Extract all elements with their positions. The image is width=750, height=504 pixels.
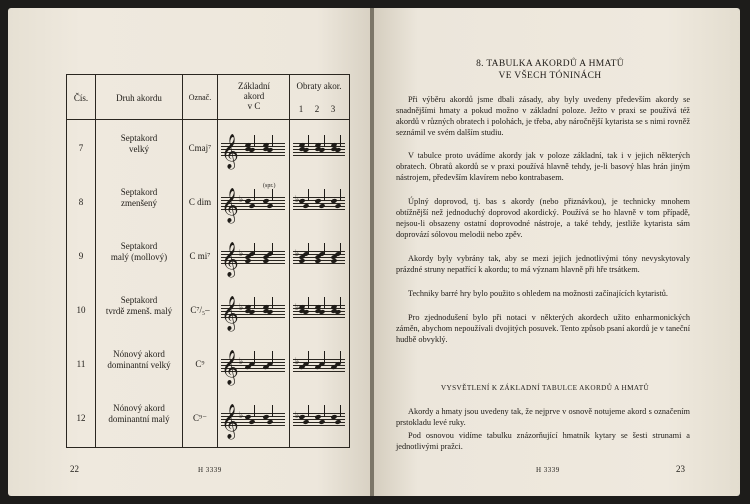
note-stem xyxy=(254,405,255,417)
table-row xyxy=(67,177,349,231)
note-stem xyxy=(272,243,273,255)
note-head xyxy=(298,364,305,370)
inversions-staff xyxy=(293,197,345,209)
page-number-left: 22 xyxy=(70,464,79,474)
header-mark: Označ. xyxy=(188,93,212,102)
note-head xyxy=(244,364,251,370)
header-basic-2: akord xyxy=(243,91,265,101)
subsection-title: VYSVĚTLENÍ K ZÁKLADNÍ TABULCE AKORDŮ A HMATŮ xyxy=(440,384,650,392)
note-stem xyxy=(324,405,325,417)
table-row xyxy=(67,285,349,339)
note-stem xyxy=(254,243,255,255)
note-head xyxy=(262,364,269,370)
note-stem xyxy=(254,135,255,147)
chord-symbol: C⁹ xyxy=(195,359,205,369)
paragraph-8: Pod osnovou vidíme tabulku znázorňující hmatník kytary se šesti strunami a jednotlivými pražci. xyxy=(396,431,690,451)
row-number: 8 xyxy=(78,197,84,207)
header-name: Druh akordu xyxy=(116,93,162,103)
basic-chord-staff xyxy=(221,242,285,277)
note-stem xyxy=(254,297,255,309)
note-head xyxy=(314,364,321,370)
flat-icon: ♭ xyxy=(239,411,244,421)
row-number: 7 xyxy=(78,143,84,153)
chord-symbol: C⁹⁻ xyxy=(193,413,207,423)
inversions-staff xyxy=(293,359,345,371)
treble-clef-icon: 𝄞 xyxy=(221,404,239,439)
paragraph-5: Techniky barré hry bylo použito s ohledem na možnosti začínajících kytaristů. xyxy=(408,289,669,298)
note-stem xyxy=(340,243,341,255)
header-inv-3: 3 xyxy=(330,104,336,114)
chord-type-line-1: Septakord xyxy=(120,295,158,305)
basic-chord-staff xyxy=(221,296,285,331)
table-row xyxy=(67,231,349,285)
paragraph-6: Pro zjednodušení bylo při notaci v některých akordech užito enharmonických záměn, abychom nepoužívali dvojitých posuvek. Tento způsob psaní akordů je v taneční hudbě obvyklý. xyxy=(396,313,690,344)
paragraph-3: Úplný doprovod, tj. bas s akordy (nebo přiznávkou), je technicky mnohem obtížnější než jednoduchý doprovod akordický. Používá se ho hlavně v tom případě, nejsou-li obsazeny ostatní doprovodné nástroje, a také tehdy, jestliže kytarista sám doprovází sólovou melodii nebo zpěv. xyxy=(396,197,690,239)
chord-symbol: C dim xyxy=(188,197,212,207)
chord-type-line-2: tvrdě zmenš. malý xyxy=(105,306,173,316)
note-stem xyxy=(254,189,255,201)
note-stem xyxy=(308,189,309,201)
chord-type xyxy=(97,295,181,317)
flat-icon: ♭ xyxy=(239,357,244,367)
chord-type-line-2: dominantní malý xyxy=(108,414,170,424)
note-stem xyxy=(324,351,325,363)
treble-clef-icon: 𝄞 xyxy=(221,188,239,223)
chord-symbol: C⁷/₅– xyxy=(190,305,210,315)
note-stem xyxy=(324,243,325,255)
note-stem xyxy=(272,189,273,201)
chord-type xyxy=(97,187,181,209)
note-stem xyxy=(272,135,273,147)
note-stem xyxy=(340,351,341,363)
paragraph-7: Akordy a hmaty jsou uvedeny tak, že nejprve v osnově notujeme akord s označením prstokladu levé ruky. xyxy=(396,407,690,427)
chord-table xyxy=(66,74,350,448)
row-number: 9 xyxy=(78,251,84,261)
header-basic-3: v C xyxy=(247,101,261,111)
note-stem xyxy=(254,351,255,363)
flat-icon: ♭ xyxy=(295,303,300,313)
inversions-staff xyxy=(293,413,345,425)
note-head xyxy=(330,364,337,370)
table-row xyxy=(67,393,349,447)
chord-type xyxy=(97,241,181,263)
note-stem xyxy=(272,297,273,309)
paragraph-4: Akordy byly vybrány tak, aby se mezi jejich jednotlivými tóny nevyskytovaly prázdné struny nepatřící k akordu; to má význam hlavně při hře trsátkem. xyxy=(396,254,690,274)
table-row xyxy=(67,123,349,177)
header-num: Čís. xyxy=(73,93,89,103)
note-stem xyxy=(340,189,341,201)
chord-symbol: C mi⁷ xyxy=(189,251,211,261)
header-inversions: Obraty akor. xyxy=(296,81,342,91)
treble-clef-icon: 𝄞 xyxy=(221,242,239,277)
note-stem xyxy=(340,405,341,417)
note-stem xyxy=(340,297,341,309)
basic-chord-staff xyxy=(221,188,285,223)
section-title-2: VE VŠECH TÓNINÁCH xyxy=(498,71,602,81)
inversions-staff xyxy=(293,143,345,155)
flat-icon: ♭ xyxy=(239,195,244,205)
left-page xyxy=(8,8,372,496)
note-stem xyxy=(324,135,325,147)
inversions-staff xyxy=(293,305,345,317)
header-inv-2: 2 xyxy=(314,104,320,114)
chord-type xyxy=(97,349,181,371)
chord-type-line-2: velký xyxy=(129,144,149,154)
flat-icon: ♭ xyxy=(295,357,300,367)
note-stem xyxy=(308,405,309,417)
flat-icon: ♭ xyxy=(295,411,300,421)
treble-clef-icon: 𝄞 xyxy=(221,134,239,169)
page-number-right: 23 xyxy=(676,464,685,474)
chord-type-line-1: Septakord xyxy=(120,133,158,143)
chord-type xyxy=(97,133,181,155)
inversions-staff xyxy=(293,251,345,263)
chord-type-line-1: Nónový akord xyxy=(113,349,165,359)
chord-type-line-1: Nónový akord xyxy=(113,403,165,413)
note-stem xyxy=(272,405,273,417)
note-stem xyxy=(308,135,309,147)
treble-clef-icon: 𝄞 xyxy=(221,296,239,331)
paragraph-1: Při výběru akordů jsme dbali zásady, aby byly uvedeny především akordy se snadnějšími hmaty a pokud možno v základní poloze. Ježto v praxi se používá též akordů v různých obratech i polohách, je třeba, aby náročnější kytarista se s nimi rovněž seznámil ve svém dalším studiu. xyxy=(396,95,690,137)
chord-type-line-2: zmenšený xyxy=(121,198,157,208)
chord-type-line-1: Septakord xyxy=(120,187,158,197)
header-basic-1: Základní xyxy=(238,81,270,91)
chord-symbol: Cmaj⁷ xyxy=(188,143,212,153)
header-inv-1: 1 xyxy=(298,104,304,114)
treble-clef-icon: 𝄞 xyxy=(221,350,239,385)
flat-icon: ♭ xyxy=(239,249,244,259)
basic-chord-staff xyxy=(221,134,285,169)
note-stem xyxy=(308,351,309,363)
code-left: H 3339 xyxy=(198,466,222,474)
chord-type-line-2: malý (mollový) xyxy=(110,252,168,262)
note-stem xyxy=(308,243,309,255)
note-stem xyxy=(324,189,325,201)
note-stem xyxy=(324,297,325,309)
row-number: 12 xyxy=(76,413,86,423)
flat-icon: ♭ xyxy=(239,303,244,313)
table-row xyxy=(67,339,349,393)
flat-icon: ♭ xyxy=(295,195,300,205)
code-right: H 3339 xyxy=(536,466,560,474)
note-stem xyxy=(340,135,341,147)
flat-icon: ♭ xyxy=(295,249,300,259)
basic-chord-staff xyxy=(221,350,285,385)
chord-type xyxy=(97,403,181,425)
spr-label: (spr.) xyxy=(263,183,276,189)
note-stem xyxy=(308,297,309,309)
section-title: 8. TABULKA AKORDŮ A HMATŮ xyxy=(476,59,624,69)
row-number: 11 xyxy=(76,359,86,369)
row-number: 10 xyxy=(76,305,86,315)
paragraph-2: V tabulce proto uvádíme akordy jak v poloze základní, tak i v jejich některých obratech. Obratů akordů se v praxi používá hlavně tehdy, je-li basový hlas hrán jiným nástrojem, především klavírem nebo kontrabasem. xyxy=(396,151,690,182)
chord-type-line-2: dominantní velký xyxy=(107,360,171,370)
note-stem xyxy=(272,351,273,363)
chord-type-line-1: Septakord xyxy=(120,241,158,251)
basic-chord-staff xyxy=(221,404,285,439)
